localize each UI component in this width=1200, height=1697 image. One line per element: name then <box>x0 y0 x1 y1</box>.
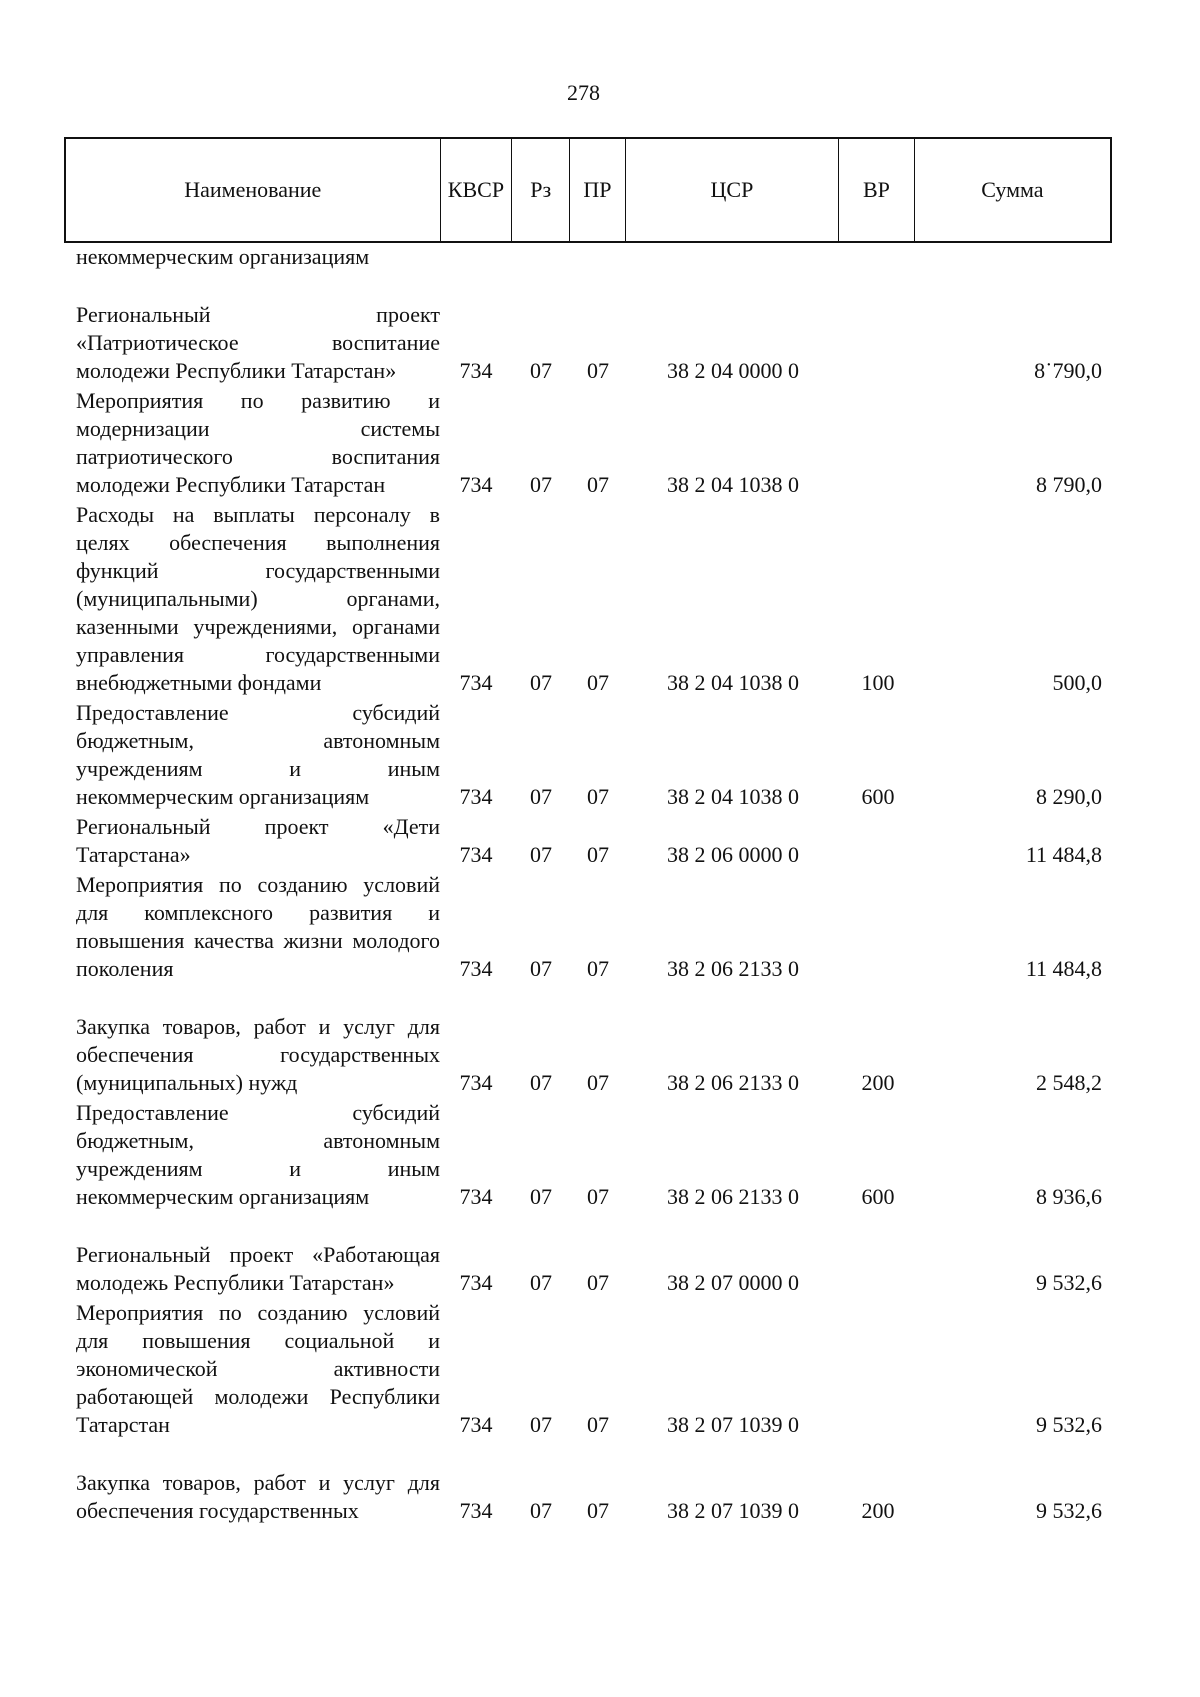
row-name: Региональный проект «Дети Татарстана» <box>76 814 440 867</box>
row-kvsr: 734 <box>459 1412 493 1437</box>
table-row <box>64 1099 1112 1211</box>
row-sum: 9 532,6 <box>1036 1412 1102 1437</box>
header-vr: ВР <box>839 139 915 241</box>
row-rz: 07 <box>530 1498 552 1523</box>
row-kvsr: 734 <box>459 670 493 695</box>
row-sum: 11 484,8 <box>1025 842 1102 867</box>
row-pr: 07 <box>587 784 609 809</box>
row-kvsr: 734 <box>459 784 493 809</box>
row-sum: 9 532,6 <box>1036 1270 1102 1295</box>
row-csr: 38 2 06 2133 0 <box>667 1184 799 1209</box>
row-name: Мероприятия по созданию условий для комплексного развития и повышения качества жизни молодого поколения <box>76 872 440 981</box>
row-vr: 200 <box>861 1070 895 1095</box>
table-row <box>64 871 1112 983</box>
page-number: 278 <box>567 80 600 105</box>
row-csr: 38 2 04 1038 0 <box>667 670 799 695</box>
row-kvsr: 734 <box>459 1070 493 1095</box>
header-kvsr: КВСР <box>441 139 513 241</box>
row-sum: 8 936,6 <box>1036 1184 1102 1209</box>
row-sum: 8˙790,0 <box>1034 358 1102 383</box>
row-vr: 600 <box>861 784 895 809</box>
row-sum: 500,0 <box>1052 670 1102 695</box>
row-kvsr: 734 <box>459 842 493 867</box>
row-rz: 07 <box>530 1070 552 1095</box>
row-kvsr: 734 <box>459 1184 493 1209</box>
row-csr: 38 2 06 2133 0 <box>667 1070 799 1095</box>
row-csr: 38 2 04 0000 0 <box>667 358 799 383</box>
row-rz: 07 <box>530 670 552 695</box>
table-body <box>64 243 1112 1527</box>
row-sum: 8 790,0 <box>1036 472 1102 497</box>
row-sum: 11 484,8 <box>1025 956 1102 981</box>
header-pr: ПР <box>570 139 626 241</box>
table-row <box>64 699 1112 811</box>
table-row <box>64 1299 1112 1439</box>
row-name: Региональный проект «Патриотическое воспитание молодежи Республики Татарстан» <box>76 302 440 383</box>
table-row <box>64 1441 1112 1525</box>
table-row <box>64 1213 1112 1297</box>
row-name: Мероприятия по созданию условий для повышения социальной и экономической активности работающей молодежи Республики Татарстан <box>76 1300 440 1437</box>
row-pr: 07 <box>587 1270 609 1295</box>
row-pr: 07 <box>587 1498 609 1523</box>
row-vr: 100 <box>861 670 895 695</box>
row-rz: 07 <box>530 956 552 981</box>
row-rz: 07 <box>530 472 552 497</box>
row-sum: 9 532,6 <box>1036 1498 1102 1523</box>
row-rz: 07 <box>530 1184 552 1209</box>
table-row <box>64 501 1112 697</box>
row-kvsr: 734 <box>459 472 493 497</box>
row-kvsr: 734 <box>459 1498 493 1523</box>
header-csr: ЦСР <box>626 139 839 241</box>
row-name: Региональный проект «Работающая молодежь Республики Татарстан» <box>76 1242 440 1295</box>
row-name: Мероприятия по развитию и модернизации системы патриотического воспитания молодежи Республики Татарстан <box>76 388 440 497</box>
row-name: Закупка товаров, работ и услуг для обеспечения государственных <box>76 1470 440 1523</box>
row-csr: 38 2 07 1039 0 <box>667 1412 799 1437</box>
row-pr: 07 <box>587 358 609 383</box>
row-pr: 07 <box>587 956 609 981</box>
row-name: Закупка товаров, работ и услуг для обеспечения государственных (муниципальных) нужд <box>76 1014 440 1095</box>
row-name: некоммерческим организациям <box>76 244 370 269</box>
row-pr: 07 <box>587 1184 609 1209</box>
table-row <box>64 243 1112 271</box>
row-kvsr: 734 <box>459 1270 493 1295</box>
row-pr: 07 <box>587 1070 609 1095</box>
row-kvsr: 734 <box>459 358 493 383</box>
row-sum: 2 548,2 <box>1036 1070 1102 1095</box>
table-row <box>64 273 1112 385</box>
row-rz: 07 <box>530 1412 552 1437</box>
row-sum: 8 290,0 <box>1036 784 1102 809</box>
table-row <box>64 985 1112 1097</box>
row-csr: 38 2 06 2133 0 <box>667 956 799 981</box>
row-rz: 07 <box>530 842 552 867</box>
row-pr: 07 <box>587 472 609 497</box>
header-sum: Сумма <box>981 177 1044 202</box>
row-kvsr: 734 <box>459 956 493 981</box>
row-csr: 38 2 06 0000 0 <box>667 842 799 867</box>
row-csr: 38 2 07 0000 0 <box>667 1270 799 1295</box>
row-name: Предоставление субсидий бюджетным, автономным учреждениям и иным некоммерческим организациям <box>76 700 440 809</box>
row-name: Предоставление субсидий бюджетным, автономным учреждениям и иным некоммерческим организациям <box>76 1100 440 1209</box>
row-pr: 07 <box>587 670 609 695</box>
header-name: Наименование <box>66 139 441 241</box>
row-vr: 600 <box>861 1184 895 1209</box>
header-rz: Рз <box>512 139 570 241</box>
row-rz: 07 <box>530 358 552 383</box>
row-csr: 38 2 07 1039 0 <box>667 1498 799 1523</box>
row-csr: 38 2 04 1038 0 <box>667 472 799 497</box>
row-pr: 07 <box>587 1412 609 1437</box>
row-csr: 38 2 04 1038 0 <box>667 784 799 809</box>
table-row <box>64 387 1112 499</box>
table-row <box>64 813 1112 869</box>
row-rz: 07 <box>530 784 552 809</box>
table-header <box>64 137 1112 243</box>
row-name: Расходы на выплаты персоналу в целях обеспечения выполнения функций государственными (муниципальными) органами, казенными учреждениями, органами управления государственными внебюджетными фондами <box>76 502 440 695</box>
row-vr: 200 <box>861 1498 895 1523</box>
row-rz: 07 <box>530 1270 552 1295</box>
row-pr: 07 <box>587 842 609 867</box>
